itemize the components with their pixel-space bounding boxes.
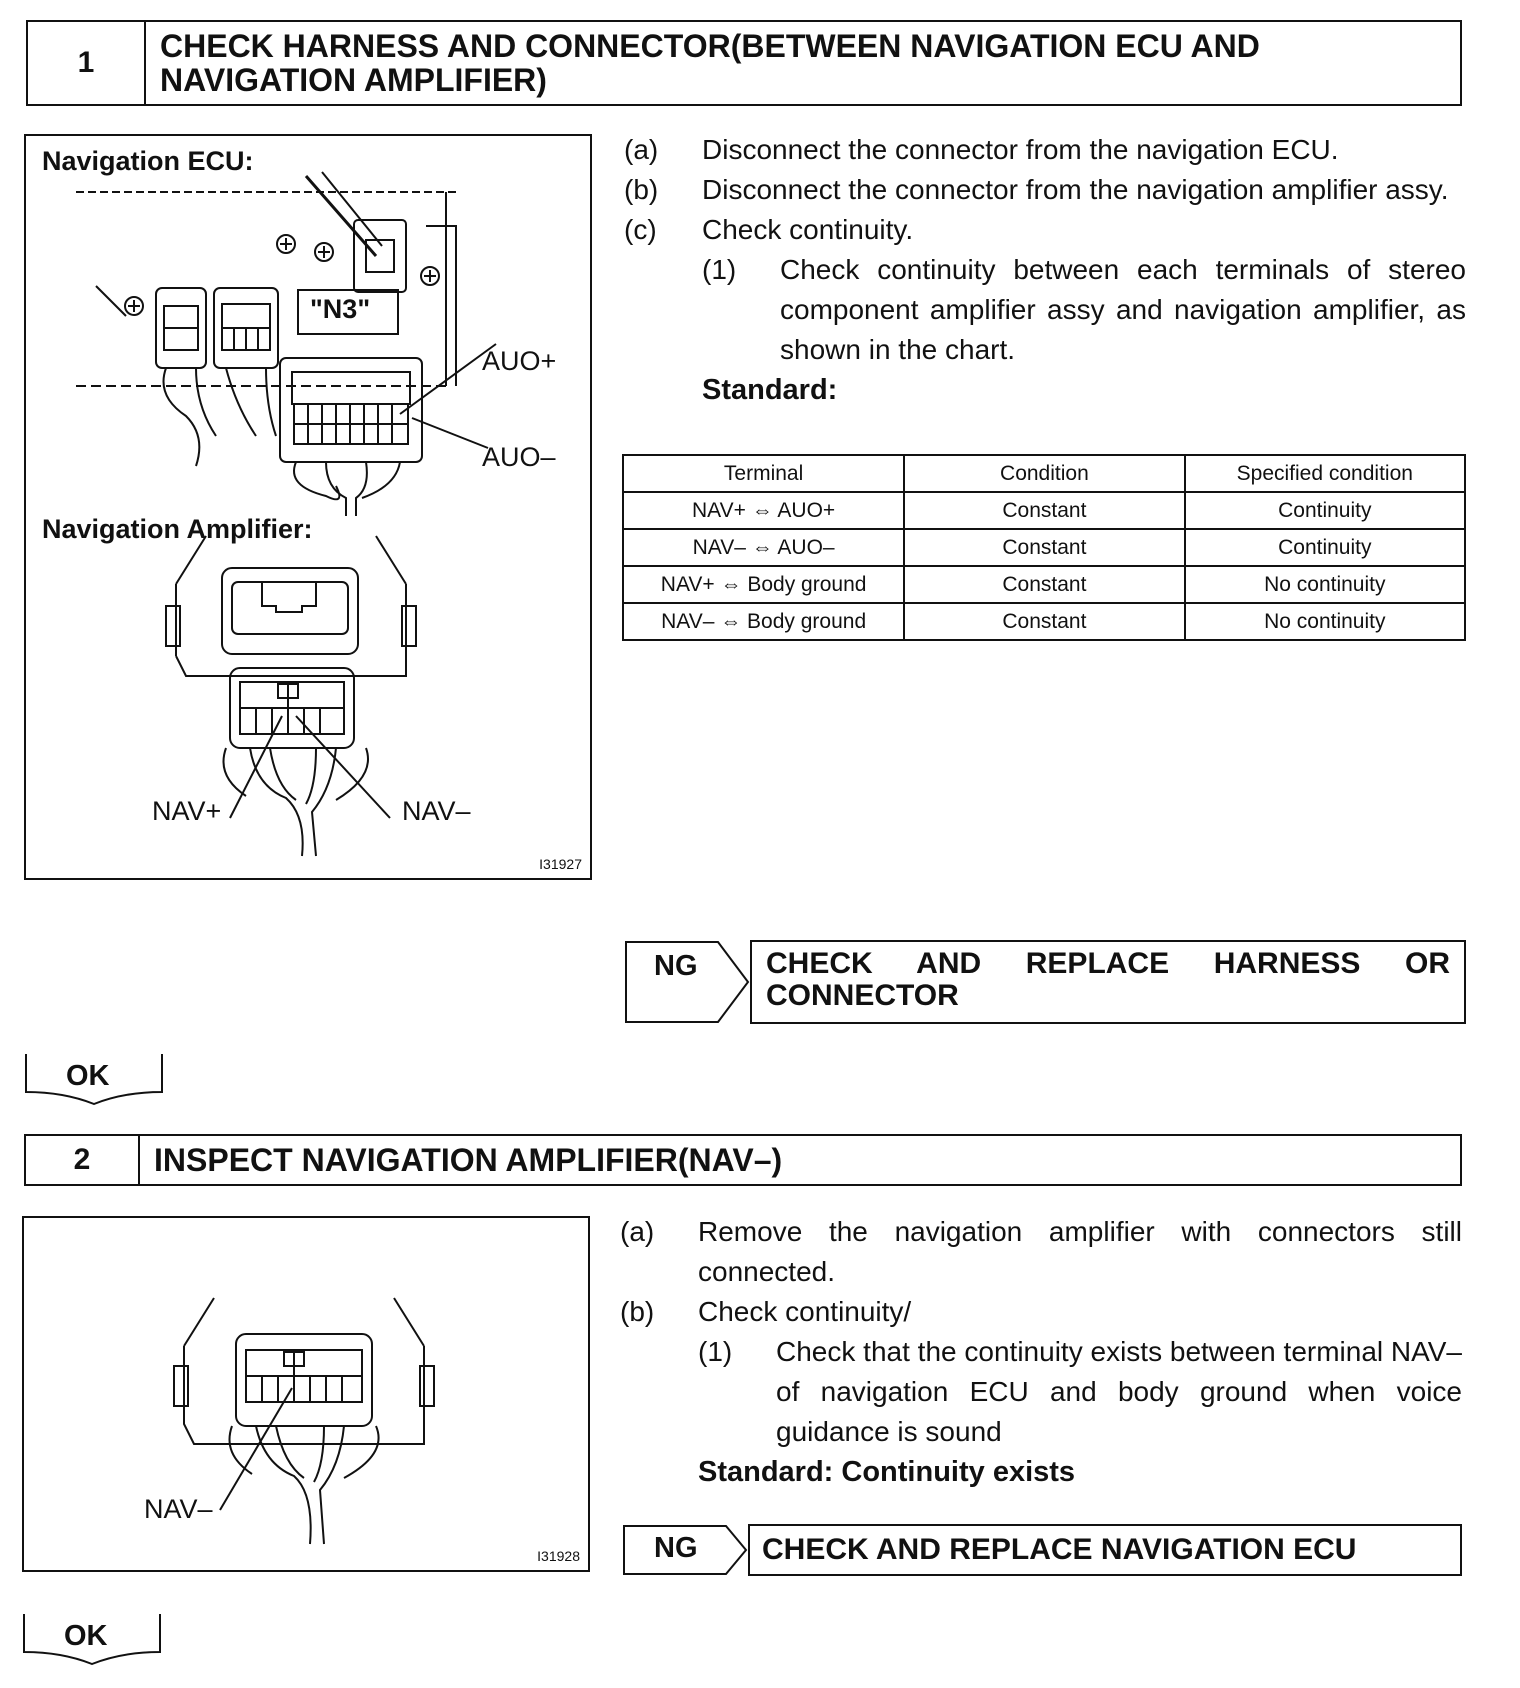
step2-standard: Standard: Continuity exists <box>698 1456 1076 1488</box>
step2-subitem-1 <box>620 1332 1462 1452</box>
step1-title-line2: NAVIGATION AMPLIFIER) <box>160 62 547 98</box>
ng-label: NG <box>654 1532 698 1564</box>
item-label: (b) <box>620 1296 655 1327</box>
table-cell: Constant <box>904 492 1184 529</box>
step1-standard: Standard: <box>702 374 838 406</box>
table-cell: Constant <box>904 566 1184 603</box>
table-cell: Constant <box>904 529 1184 566</box>
table-row <box>623 603 1465 640</box>
table-cell: Constant <box>904 603 1184 640</box>
ng-action-box: CHECK AND REPLACE NAVIGATION ECU <box>748 1524 1462 1576</box>
ng-action-line1: CHECK AND REPLACE HARNESS OR <box>766 947 1450 980</box>
table-cell: NAV+ ⇔ AUO+ <box>623 492 904 529</box>
step2-instructions <box>620 1212 1462 1492</box>
n3-label: "N3" <box>310 294 371 324</box>
subitem-label: (1) <box>702 254 737 285</box>
nav-minus-label: NAV– <box>402 796 471 826</box>
table-header: Terminal <box>623 455 904 492</box>
item-text: Check continuity/ <box>698 1296 912 1327</box>
spec-table <box>622 454 1466 641</box>
step1-item-c <box>624 210 1466 250</box>
item-text: Disconnect the connector from the navigation amplifier assy. <box>702 174 1449 205</box>
item-text: Disconnect the connector from the navigation ECU. <box>702 134 1339 165</box>
step2-header <box>24 1134 1462 1186</box>
auo-plus-label: AUO+ <box>482 346 557 376</box>
table-header: Condition <box>904 455 1184 492</box>
subitem-text: Check that the continuity exists between terminal NAV– of navigation ECU and body ground when voice guidance is sound <box>776 1336 1462 1447</box>
auo-minus-label: AUO– <box>482 442 556 472</box>
step2-item-a <box>620 1212 1462 1292</box>
nav-minus-label: NAV– <box>144 1494 213 1524</box>
ecu-label: Navigation ECU: <box>42 146 254 176</box>
step1-ng-result <box>624 940 1466 1024</box>
table-row <box>623 529 1465 566</box>
step2-ng-result <box>622 1524 1464 1576</box>
step1-number: 1 <box>28 22 146 104</box>
subitem-text: Check continuity between each terminals of stereo component amplifier assy and navigation amplifier, as shown in the chart. <box>780 254 1466 365</box>
table-cell: Continuity <box>1185 529 1465 566</box>
figure-id: I31928 <box>537 1548 580 1564</box>
table-header-row <box>623 455 1465 492</box>
step2-item-b <box>620 1292 1462 1332</box>
ng-label: NG <box>654 950 698 982</box>
table-row <box>623 492 1465 529</box>
figure-id: I31927 <box>539 856 582 872</box>
table-cell: NAV– ⇔ AUO– <box>623 529 904 566</box>
connector-diagram <box>26 136 590 878</box>
step1-title <box>146 22 1274 104</box>
item-label: (a) <box>624 134 659 165</box>
table-header: Specified condition <box>1185 455 1465 492</box>
nav-plus-label: NAV+ <box>152 796 222 826</box>
ok-label: OK <box>66 1060 110 1092</box>
table-row <box>623 566 1465 603</box>
item-label: (c) <box>624 214 657 245</box>
step1-instructions <box>624 130 1466 410</box>
step2-number: 2 <box>26 1136 140 1184</box>
table-cell: Continuity <box>1185 492 1465 529</box>
step2-ok-result <box>22 1612 162 1666</box>
ok-label: OK <box>64 1620 108 1652</box>
item-text: Remove the navigation amplifier with connectors still connected. <box>698 1216 1462 1287</box>
step1-header <box>26 20 1462 106</box>
step1-subitem-1 <box>624 250 1466 370</box>
table-cell: NAV+ ⇔ Body ground <box>623 566 904 603</box>
item-label: (a) <box>620 1216 655 1247</box>
step1-ok-result <box>24 1052 164 1106</box>
step1-item-b <box>624 170 1466 210</box>
item-label: (b) <box>624 174 659 205</box>
table-cell: No continuity <box>1185 566 1465 603</box>
amp-label: Navigation Amplifier: <box>42 514 313 544</box>
subitem-label: (1) <box>698 1336 733 1367</box>
step1-figure <box>24 134 592 880</box>
table-cell: NAV– ⇔ Body ground <box>623 603 904 640</box>
item-text: Check continuity. <box>702 214 914 245</box>
step2-figure <box>22 1216 590 1572</box>
step1-item-a <box>624 130 1466 170</box>
amplifier-diagram <box>24 1218 588 1570</box>
step1-title-line1: CHECK HARNESS AND CONNECTOR(BETWEEN NAVIGATION ECU AND <box>160 28 1260 64</box>
ng-action-line2: CONNECTOR <box>766 979 959 1012</box>
step2-title: INSPECT NAVIGATION AMPLIFIER(NAV–) <box>154 1142 783 1178</box>
table-cell: No continuity <box>1185 603 1465 640</box>
ng-action-box <box>750 940 1466 1024</box>
